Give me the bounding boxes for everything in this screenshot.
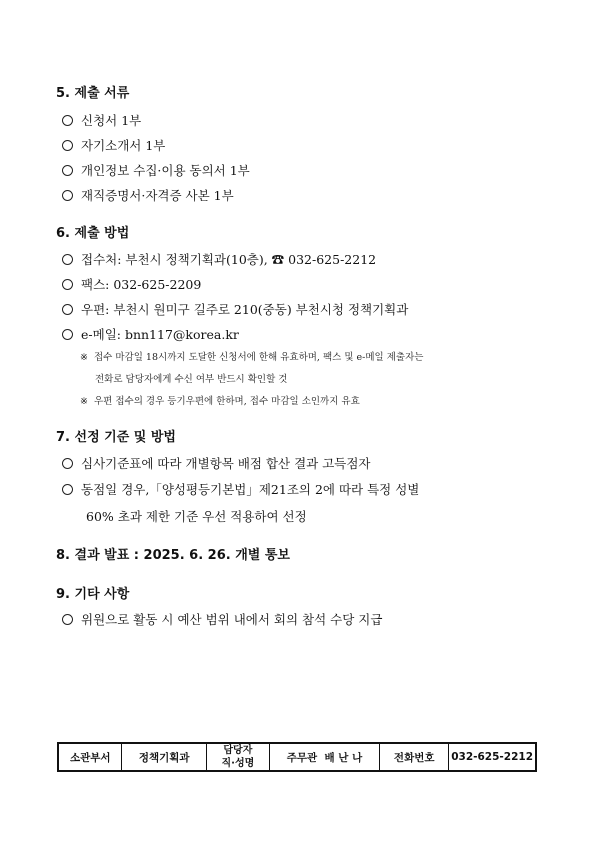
circle-bullet-icon — [62, 165, 73, 176]
table-row — [58, 743, 536, 771]
contact-info-table — [57, 742, 537, 772]
note-continuation: 전화로 담당자에게 수신 여부 반드시 확인할 것 — [95, 374, 288, 385]
note-text: 우편 접수의 경우 등기우편에 한하며, 접수 마감일 소인까지 유효 — [94, 396, 360, 407]
list-item — [62, 113, 141, 129]
circle-bullet-icon — [62, 304, 73, 315]
list-item-text: 팩스: 032-625-2209 — [81, 277, 202, 292]
section-title-submission-method: 6. 제출 방법 — [56, 226, 130, 241]
list-item — [62, 456, 371, 472]
list-item-text: 접수처: 부천시 정책기획과(10층), ☎ 032-625-2212 — [81, 252, 377, 267]
circle-bullet-icon — [62, 279, 73, 290]
dept-label: 소관부서 — [58, 743, 122, 771]
list-item-text: 동점일 경우,「양성평등기본법」제21조의 2에 따라 특정 성별 — [81, 482, 420, 497]
reference-mark-icon: ※ — [80, 396, 88, 407]
section-title-submission-documents: 5. 제출 서류 — [56, 86, 130, 101]
list-item-text: 신청서 1부 — [81, 113, 142, 128]
circle-bullet-icon — [62, 484, 73, 495]
circle-bullet-icon — [62, 254, 73, 265]
manager-label-line1: 담당자 — [223, 745, 253, 756]
list-item — [62, 302, 408, 318]
list-item-text: e-메일: bnn117@korea.kr — [81, 327, 239, 342]
list-item-text: 재직증명서·자격증 사본 1부 — [81, 188, 234, 203]
circle-bullet-icon — [62, 115, 73, 126]
list-item-continuation: 60% 초과 제한 기준 우선 적용하여 선정 — [86, 509, 307, 524]
section-title-result-announcement: 8. 결과 발표 : 2025. 6. 26. 개별 통보 — [56, 548, 290, 563]
circle-bullet-icon — [62, 614, 73, 625]
circle-bullet-icon — [62, 458, 73, 469]
list-item-text: 자기소개서 1부 — [81, 138, 166, 153]
phone-value: 032-625-2212 — [449, 743, 536, 771]
note — [80, 351, 423, 364]
list-item-text: 심사기준표에 따라 개별항목 배점 합산 결과 고득점자 — [81, 456, 371, 471]
list-item — [62, 188, 234, 204]
manager-label — [206, 743, 269, 771]
circle-bullet-icon — [62, 329, 73, 340]
note — [80, 395, 360, 408]
circle-bullet-icon — [62, 140, 73, 151]
list-item — [62, 482, 419, 498]
note-text: 접수 마감일 18시까지 도달한 신청서에 한해 유효하며, 팩스 및 e-메일 제출자는 — [94, 352, 424, 363]
section-title-other-matters: 9. 기타 사항 — [56, 587, 130, 602]
list-item — [62, 612, 382, 628]
phone-label: 전화번호 — [380, 743, 449, 771]
list-item — [62, 163, 250, 179]
list-item — [62, 327, 239, 343]
list-item — [62, 138, 165, 154]
section-title-selection-criteria: 7. 선정 기준 및 방법 — [56, 430, 176, 445]
manager-value: 주무관 배 난 나 — [269, 743, 379, 771]
list-item-text: 우편: 부천시 원미구 길주로 210(중동) 부천시청 정책기획과 — [81, 302, 409, 317]
list-item — [62, 277, 201, 293]
reference-mark-icon: ※ — [80, 352, 88, 363]
list-item-text: 위원으로 활동 시 예산 범위 내에서 회의 참석 수당 지급 — [81, 612, 383, 627]
list-item-text: 개인정보 수집·이용 동의서 1부 — [81, 163, 250, 178]
dept-value: 정책기획과 — [122, 743, 207, 771]
manager-label-line2: 직·성명 — [221, 758, 255, 769]
circle-bullet-icon — [62, 190, 73, 201]
list-item — [62, 252, 376, 268]
